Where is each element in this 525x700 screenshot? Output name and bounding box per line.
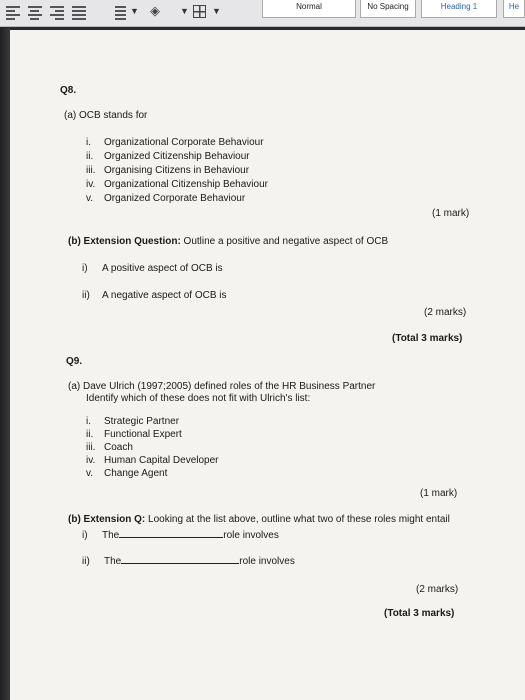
q8-part-a-marks: (1 mark): [432, 208, 470, 219]
item-number: ii): [82, 290, 90, 301]
extension-text: Looking at the list above, outline what two of these roles might entail: [145, 514, 450, 525]
align-right-icon[interactable]: [50, 4, 64, 20]
bullet-list-icon[interactable]: [110, 4, 126, 20]
q8-option-3: [86, 165, 249, 176]
option-text: Organizational Corporate Behaviour: [104, 137, 264, 148]
option-number: i.: [86, 416, 91, 427]
q8-part-b-prompt: [68, 236, 388, 247]
borders-icon[interactable]: [193, 5, 206, 18]
q8-option-1: [86, 137, 264, 148]
item-pre: The: [104, 556, 122, 567]
q8-option-4: [86, 179, 268, 190]
chevron-down-icon[interactable]: ▼: [212, 6, 221, 16]
q9-part-a-line2: Identify which of these does not fit with Ulrich's list:: [86, 393, 311, 404]
option-number: iv.: [86, 455, 96, 466]
q9-b-item-2: [82, 554, 295, 567]
style-more[interactable]: He: [503, 0, 525, 18]
answer-blank[interactable]: [119, 528, 223, 538]
item-text: A positive aspect of OCB is: [102, 263, 223, 274]
option-text: Functional Expert: [104, 429, 182, 440]
fill-color-icon[interactable]: ◈: [150, 3, 160, 18]
q9-part-a-line1: (a) Dave Ulrich (1997;2005) defined roles of the HR Business Partner: [68, 381, 376, 392]
q8-option-5: [86, 193, 245, 204]
style-no-spacing[interactable]: No Spacing: [360, 0, 416, 18]
answer-blank[interactable]: [121, 554, 239, 564]
option-text: Organized Corporate Behaviour: [104, 193, 246, 204]
option-text: Coach: [104, 442, 133, 453]
option-number: v.: [86, 468, 94, 479]
q9-option-4: [86, 455, 219, 466]
option-number: iii.: [86, 442, 96, 453]
option-number: iv.: [86, 179, 96, 190]
align-center-icon[interactable]: [28, 4, 42, 20]
style-heading-1[interactable]: Heading 1: [421, 0, 497, 18]
q8-b-item-2: [82, 290, 227, 301]
style-normal[interactable]: Normal: [262, 0, 356, 18]
chevron-down-icon[interactable]: ▼: [180, 6, 189, 16]
option-text: Organizational Citizenship Behaviour: [104, 179, 268, 190]
align-left-icon[interactable]: [6, 4, 20, 20]
extension-text: Outline a positive and negative aspect of OCB: [180, 236, 389, 247]
option-text: Strategic Partner: [104, 416, 180, 427]
q8-total-marks: (Total 3 marks): [392, 333, 463, 344]
item-text: A negative aspect of OCB is: [102, 290, 227, 301]
question-9-title: Q9.: [66, 356, 83, 367]
option-text: Organized Citizenship Behaviour: [104, 151, 250, 162]
option-number: ii.: [86, 429, 94, 440]
option-text: Change Agent: [104, 468, 168, 479]
chevron-down-icon[interactable]: ▼: [130, 6, 139, 16]
item-number: ii): [82, 556, 90, 567]
extension-label: (b) Extension Q:: [68, 514, 146, 525]
document-page[interactable]: [10, 30, 525, 700]
q8-b-item-1: [82, 263, 223, 274]
extension-label: (b) Extension Question:: [68, 236, 181, 247]
question-8-title: Q8.: [60, 85, 77, 96]
option-text: Organising Citizens in Behaviour: [104, 165, 250, 176]
item-pre: The: [102, 530, 120, 541]
q9-option-2: [86, 429, 182, 440]
q9-part-b-prompt: [68, 514, 450, 525]
option-number: iii.: [86, 165, 96, 176]
item-post: role involves: [239, 556, 295, 567]
q8-part-a-prompt: (a) OCB stands for: [64, 110, 148, 121]
q8-option-2: [86, 151, 250, 162]
q9-option-1: [86, 416, 179, 427]
option-number: v.: [86, 193, 94, 204]
page-gutter: [0, 28, 10, 700]
q9-part-a-marks: (1 mark): [420, 488, 458, 499]
option-number: i.: [86, 137, 91, 148]
item-number: i): [82, 530, 88, 541]
item-number: i): [82, 263, 88, 274]
q9-total-marks: (Total 3 marks): [384, 608, 455, 619]
q9-option-3: [86, 442, 133, 453]
q9-option-5: [86, 468, 167, 479]
q8-part-b-marks: (2 marks): [424, 307, 467, 318]
q9-part-b-marks: (2 marks): [416, 584, 459, 595]
q9-b-item-1: [82, 528, 279, 541]
justify-icon[interactable]: [72, 4, 86, 20]
option-number: ii.: [86, 151, 94, 162]
item-post: role involves: [223, 530, 279, 541]
option-text: Human Capital Developer: [104, 455, 219, 466]
ribbon-toolbar: [0, 0, 525, 27]
